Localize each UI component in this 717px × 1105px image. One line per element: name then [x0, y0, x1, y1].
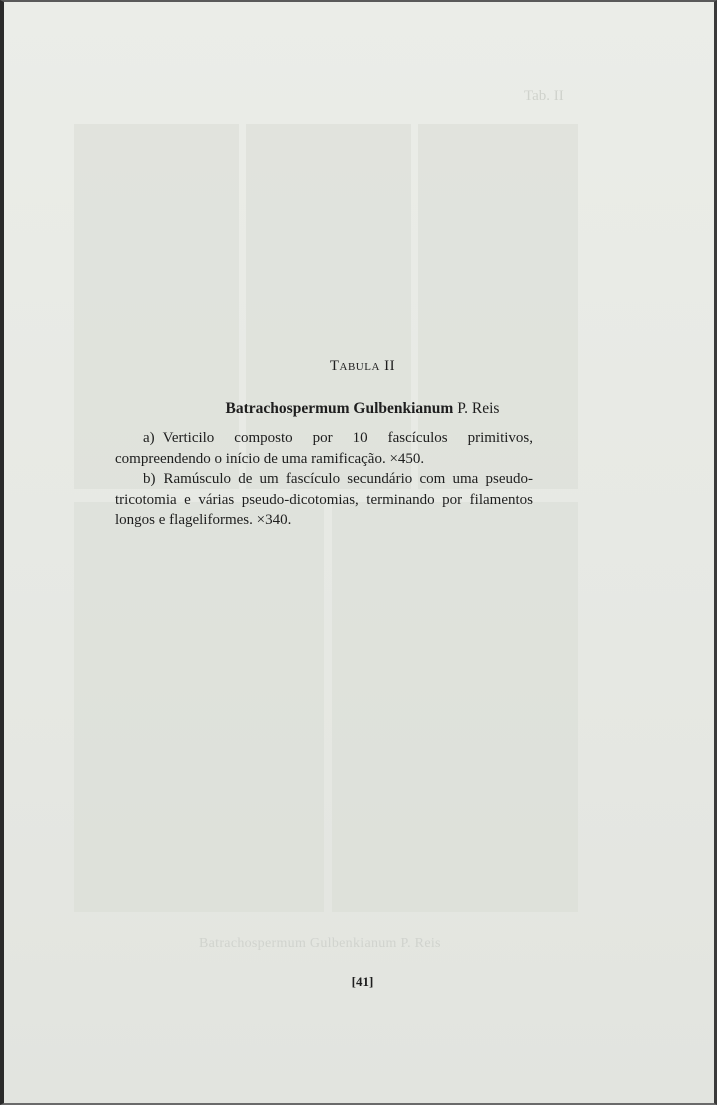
- caption-items: [115, 428, 533, 531]
- item-text: Verticilo composto por 10 fascículos primitivos, compreendendo o início de uma ramificação. ×450.: [115, 430, 533, 467]
- species-author: P. Reis: [457, 400, 500, 417]
- item-text: Ramúsculo de um fascículo secundário com uma pseudo-tricotomia e várias pseudo-dicotomias, terminando por filamentos longos e flageliformes. ×340.: [115, 471, 533, 528]
- plate-heading: Tabula II: [329, 358, 396, 374]
- show-through-corner-label: Tab. II: [524, 88, 564, 104]
- species-title: [4, 400, 717, 418]
- show-through-panel-bottom-right: [332, 502, 578, 912]
- caption-item-a: [115, 428, 533, 469]
- caption-item-b: [115, 469, 533, 531]
- item-marker: b): [143, 471, 156, 487]
- page-number: [41]: [351, 974, 374, 989]
- show-through-panel-bottom-left: [74, 502, 324, 912]
- show-through-caption: Batrachospermum Gulbenkianum P. Reis: [199, 936, 441, 951]
- item-marker: a): [143, 430, 155, 446]
- species-name: Batrachospermum Gulbenkianum: [225, 400, 454, 417]
